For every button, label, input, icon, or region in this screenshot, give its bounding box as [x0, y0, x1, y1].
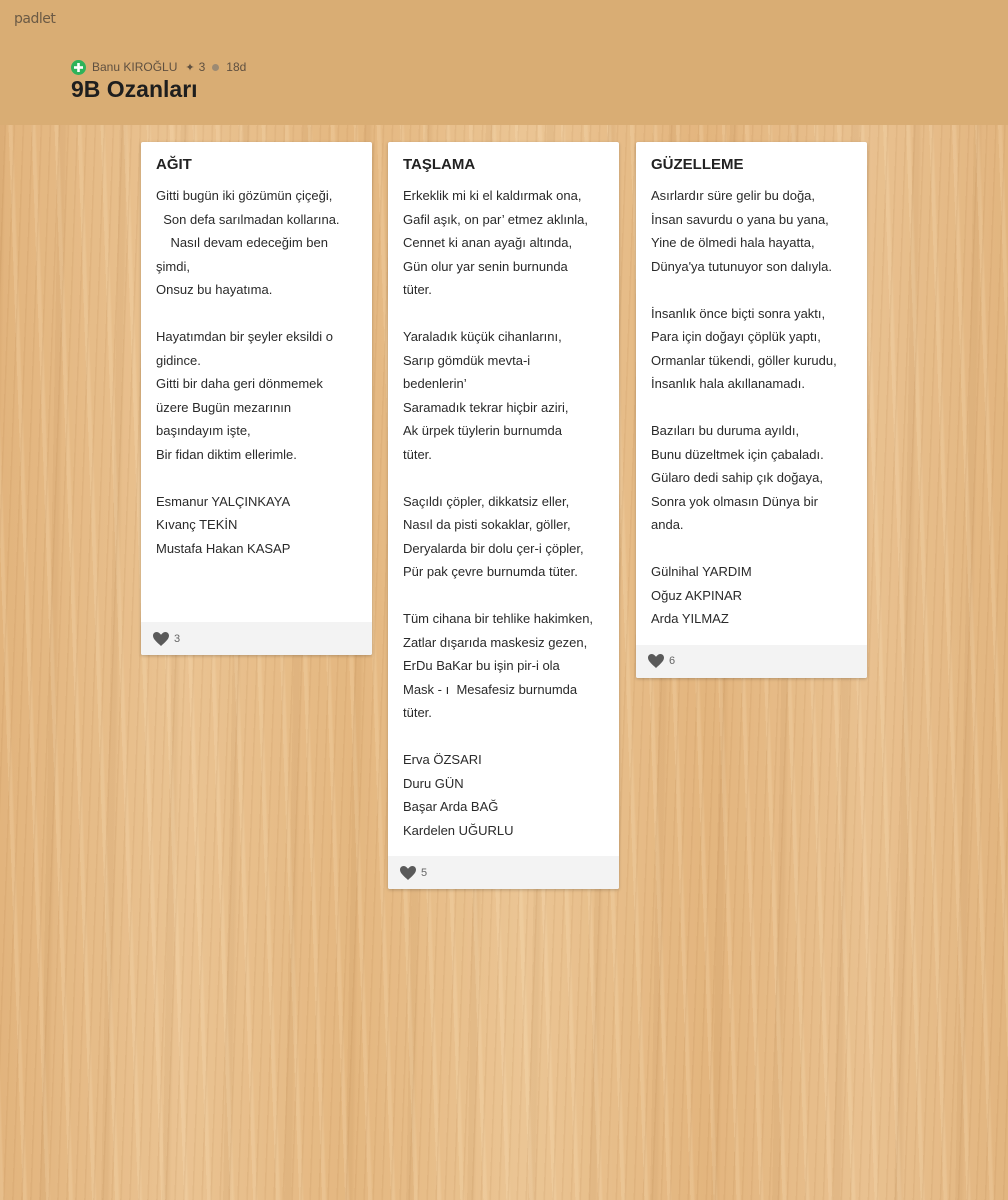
- post-line: Yine de ölmedi hala hayatta,: [651, 235, 815, 250]
- post-line: Para için doğayı çöplük yaptı,: [651, 329, 821, 344]
- post-line: Gafil aşık, on par’ etmez aklınla,: [403, 211, 588, 227]
- post-line: [156, 302, 357, 326]
- post-title: GÜZELLEME: [651, 156, 744, 173]
- post-line: Arda YILMAZ: [651, 611, 729, 626]
- post-line: Zatlar dışarıda maskesiz gezen,: [403, 634, 588, 650]
- post-line: tüter.: [403, 446, 432, 462]
- post-title: TAŞLAMA: [403, 156, 476, 173]
- post-footer: [388, 856, 619, 889]
- post-line: Duru GÜN: [403, 775, 464, 791]
- post-line: Deryalarda bir dolu çer-i çöpler,: [403, 540, 584, 556]
- like-count: 3: [174, 632, 181, 645]
- post-line: Saçıldı çöpler, dikkatsiz eller,: [403, 493, 570, 509]
- post-line: tüter.: [403, 705, 432, 720]
- contributor-count: 3: [198, 60, 206, 74]
- heart-icon[interactable]: [648, 654, 664, 668]
- like-count: 5: [421, 866, 428, 879]
- post-line: Son defa sarılmadan kollarına.: [156, 211, 340, 227]
- separator-dot-icon: [212, 64, 219, 71]
- post-line: [403, 302, 604, 326]
- post-line: İnsan savurdu o yana bu yana,: [651, 211, 829, 227]
- post-line: Cennet ki anan ayağı altında,: [403, 235, 573, 250]
- heart-icon[interactable]: [400, 866, 416, 880]
- post-title: AĞIT: [156, 156, 192, 173]
- post-line: Onsuz bu hayatıma.: [156, 282, 273, 297]
- post-line: Pür pak çevre burnumda tüter.: [403, 564, 578, 579]
- post-line: Sarıp gömdük mevta-i: [403, 352, 531, 368]
- post-line: Ormanlar tükendi, göller kurudu,: [651, 352, 837, 368]
- post-line: Gülaro dedi sahip çık doğaya,: [651, 470, 823, 485]
- plus-icon: [74, 63, 83, 72]
- post-line: Esmanur YALÇINKAYA: [156, 493, 291, 509]
- contributors-icon: ✦: [185, 61, 195, 74]
- post-footer: [141, 622, 372, 655]
- post-line: Hayatımdan bir şeyler eksildi o: [156, 329, 334, 344]
- post-line: Ak ürpek tüylerin burnumda: [403, 423, 562, 438]
- post-content: [156, 184, 357, 560]
- post-line: [403, 725, 604, 749]
- post-line: Oğuz AKPINAR: [651, 587, 743, 603]
- post-line: Mask - ı Mesafesiz burnumda: [403, 681, 578, 697]
- post-line: Saramadık tekrar hiçbir aziri,: [403, 399, 569, 415]
- post-footer: [636, 645, 867, 678]
- post-line: [403, 584, 604, 608]
- post-line: [651, 278, 852, 302]
- post-line: şimdi,: [156, 258, 190, 274]
- post-line: gidince.: [156, 352, 201, 368]
- post-line: [403, 466, 604, 490]
- post-line: Yaraladık küçük cihanlarını,: [403, 329, 562, 344]
- post-line: Bir fidan diktim ellerimle.: [156, 446, 297, 462]
- board-header: [0, 0, 1008, 125]
- post-line: Bazıları bu duruma ayıldı,: [651, 423, 800, 438]
- post-line: Tüm cihana bir tehlike hakimken,: [403, 611, 594, 626]
- post-line: Gitti bugün iki gözümün çiçeği,: [156, 188, 333, 203]
- post-line: Gitti bir daha geri dönmemek: [156, 376, 323, 391]
- post-line: üzere Bugün mezarının: [156, 399, 292, 415]
- post-line: Dünya'ya tutunuyor son dalıyla.: [651, 258, 832, 274]
- board-age: 18d: [226, 60, 247, 74]
- post-card[interactable]: [636, 142, 867, 678]
- post-line: [156, 466, 357, 490]
- post-line: [651, 537, 852, 561]
- padlet-logo[interactable]: padlet: [14, 11, 56, 27]
- post-line: İnsanlık önce biçti sonra yaktı,: [651, 305, 826, 321]
- board-meta: [71, 58, 246, 76]
- post-line: İnsanlık hala akıllanamadı.: [651, 376, 805, 391]
- post-line: tüter.: [403, 282, 432, 297]
- post-line: Erkeklik mi ki el kaldırmak ona,: [403, 188, 582, 203]
- post-line: Bunu düzeltmek için çabaladı.: [651, 446, 824, 462]
- post-line: Kıvanç TEKİN: [156, 517, 238, 532]
- post-card[interactable]: [388, 142, 619, 889]
- board-title: 9B Ozanları: [71, 76, 198, 102]
- post-line: Asırlardır süre gelir bu doğa,: [651, 188, 816, 203]
- post-line: Kardelen UĞURLU: [403, 822, 514, 838]
- like-count: 6: [669, 655, 676, 667]
- post-line: Gülnihal YARDIM: [651, 564, 752, 579]
- post-line: anda.: [651, 517, 684, 532]
- post-line: Erva ÖZSARI: [403, 752, 482, 767]
- post-line: [651, 396, 852, 420]
- post-line: bedenlerin’: [403, 376, 467, 391]
- post-content: [403, 184, 604, 842]
- author-name[interactable]: Banu KIROĞLU: [92, 60, 178, 74]
- author-avatar[interactable]: [71, 60, 86, 75]
- post-line: Gün olur yar senin burnunda: [403, 258, 568, 274]
- post-line: Nasıl da pisti sokaklar, göller,: [403, 517, 571, 532]
- post-content: [651, 184, 852, 631]
- post-line: Nasıl devam edeceğim ben: [156, 235, 328, 250]
- post-line: Mustafa Hakan KASAP: [156, 540, 291, 556]
- post-card[interactable]: [141, 142, 372, 655]
- post-line: Başar Arda BAĞ: [403, 799, 499, 814]
- heart-icon[interactable]: [153, 632, 169, 646]
- post-line: Sonra yok olmasın Dünya bir: [651, 493, 818, 509]
- post-line: ErDu BaKar bu işin pir-i ola: [403, 658, 560, 673]
- post-line: başındayım işte,: [156, 423, 251, 438]
